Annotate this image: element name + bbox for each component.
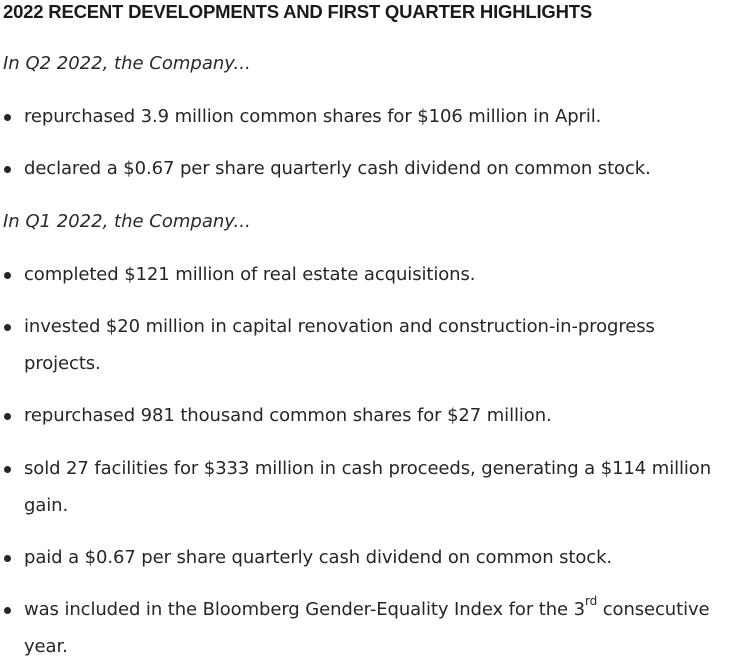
section-heading: 2022 RECENT DEVELOPMENTS AND FIRST QUARTER HIGHLIGHTS xyxy=(3,1,592,22)
bullet-text: declared a $0.67 per share quarterly cash dividend on common stock. xyxy=(24,158,651,179)
bullet-text: repurchased 981 thousand common shares for $27 million. xyxy=(24,405,552,426)
bullet-icon xyxy=(4,114,11,121)
bullet-text xyxy=(24,591,724,665)
bullet-text: sold 27 facilities for $333 million in cash proceeds, generating a $114 million gain. xyxy=(24,458,712,516)
bullet-icon xyxy=(4,466,11,473)
bullet-text: completed $121 million of real estate acquisitions. xyxy=(24,264,476,285)
ordinal-superscript: rd xyxy=(584,594,598,608)
bullet-icon xyxy=(4,555,11,562)
bullet-text: invested $20 million in capital renovation and construction-in-progress projects. xyxy=(24,316,655,374)
bullet-text-main: was included in the Bloomberg Gender-Equality Index for the 3 xyxy=(24,599,585,620)
bullet-text: repurchased 3.9 million common shares for $106 million in April. xyxy=(24,106,602,127)
bullet-icon xyxy=(4,324,11,331)
bullet-icon xyxy=(4,413,11,420)
bullet-text-tail: consecutive year. xyxy=(24,599,710,657)
bullet-icon xyxy=(4,607,11,614)
q2-intro: In Q2 2022, the Company... xyxy=(3,53,251,74)
bullet-icon xyxy=(4,272,11,279)
q1-intro: In Q1 2022, the Company... xyxy=(3,211,251,232)
bullet-icon xyxy=(4,166,11,173)
bullet-text: paid a $0.67 per share quarterly cash dividend on common stock. xyxy=(24,547,613,568)
